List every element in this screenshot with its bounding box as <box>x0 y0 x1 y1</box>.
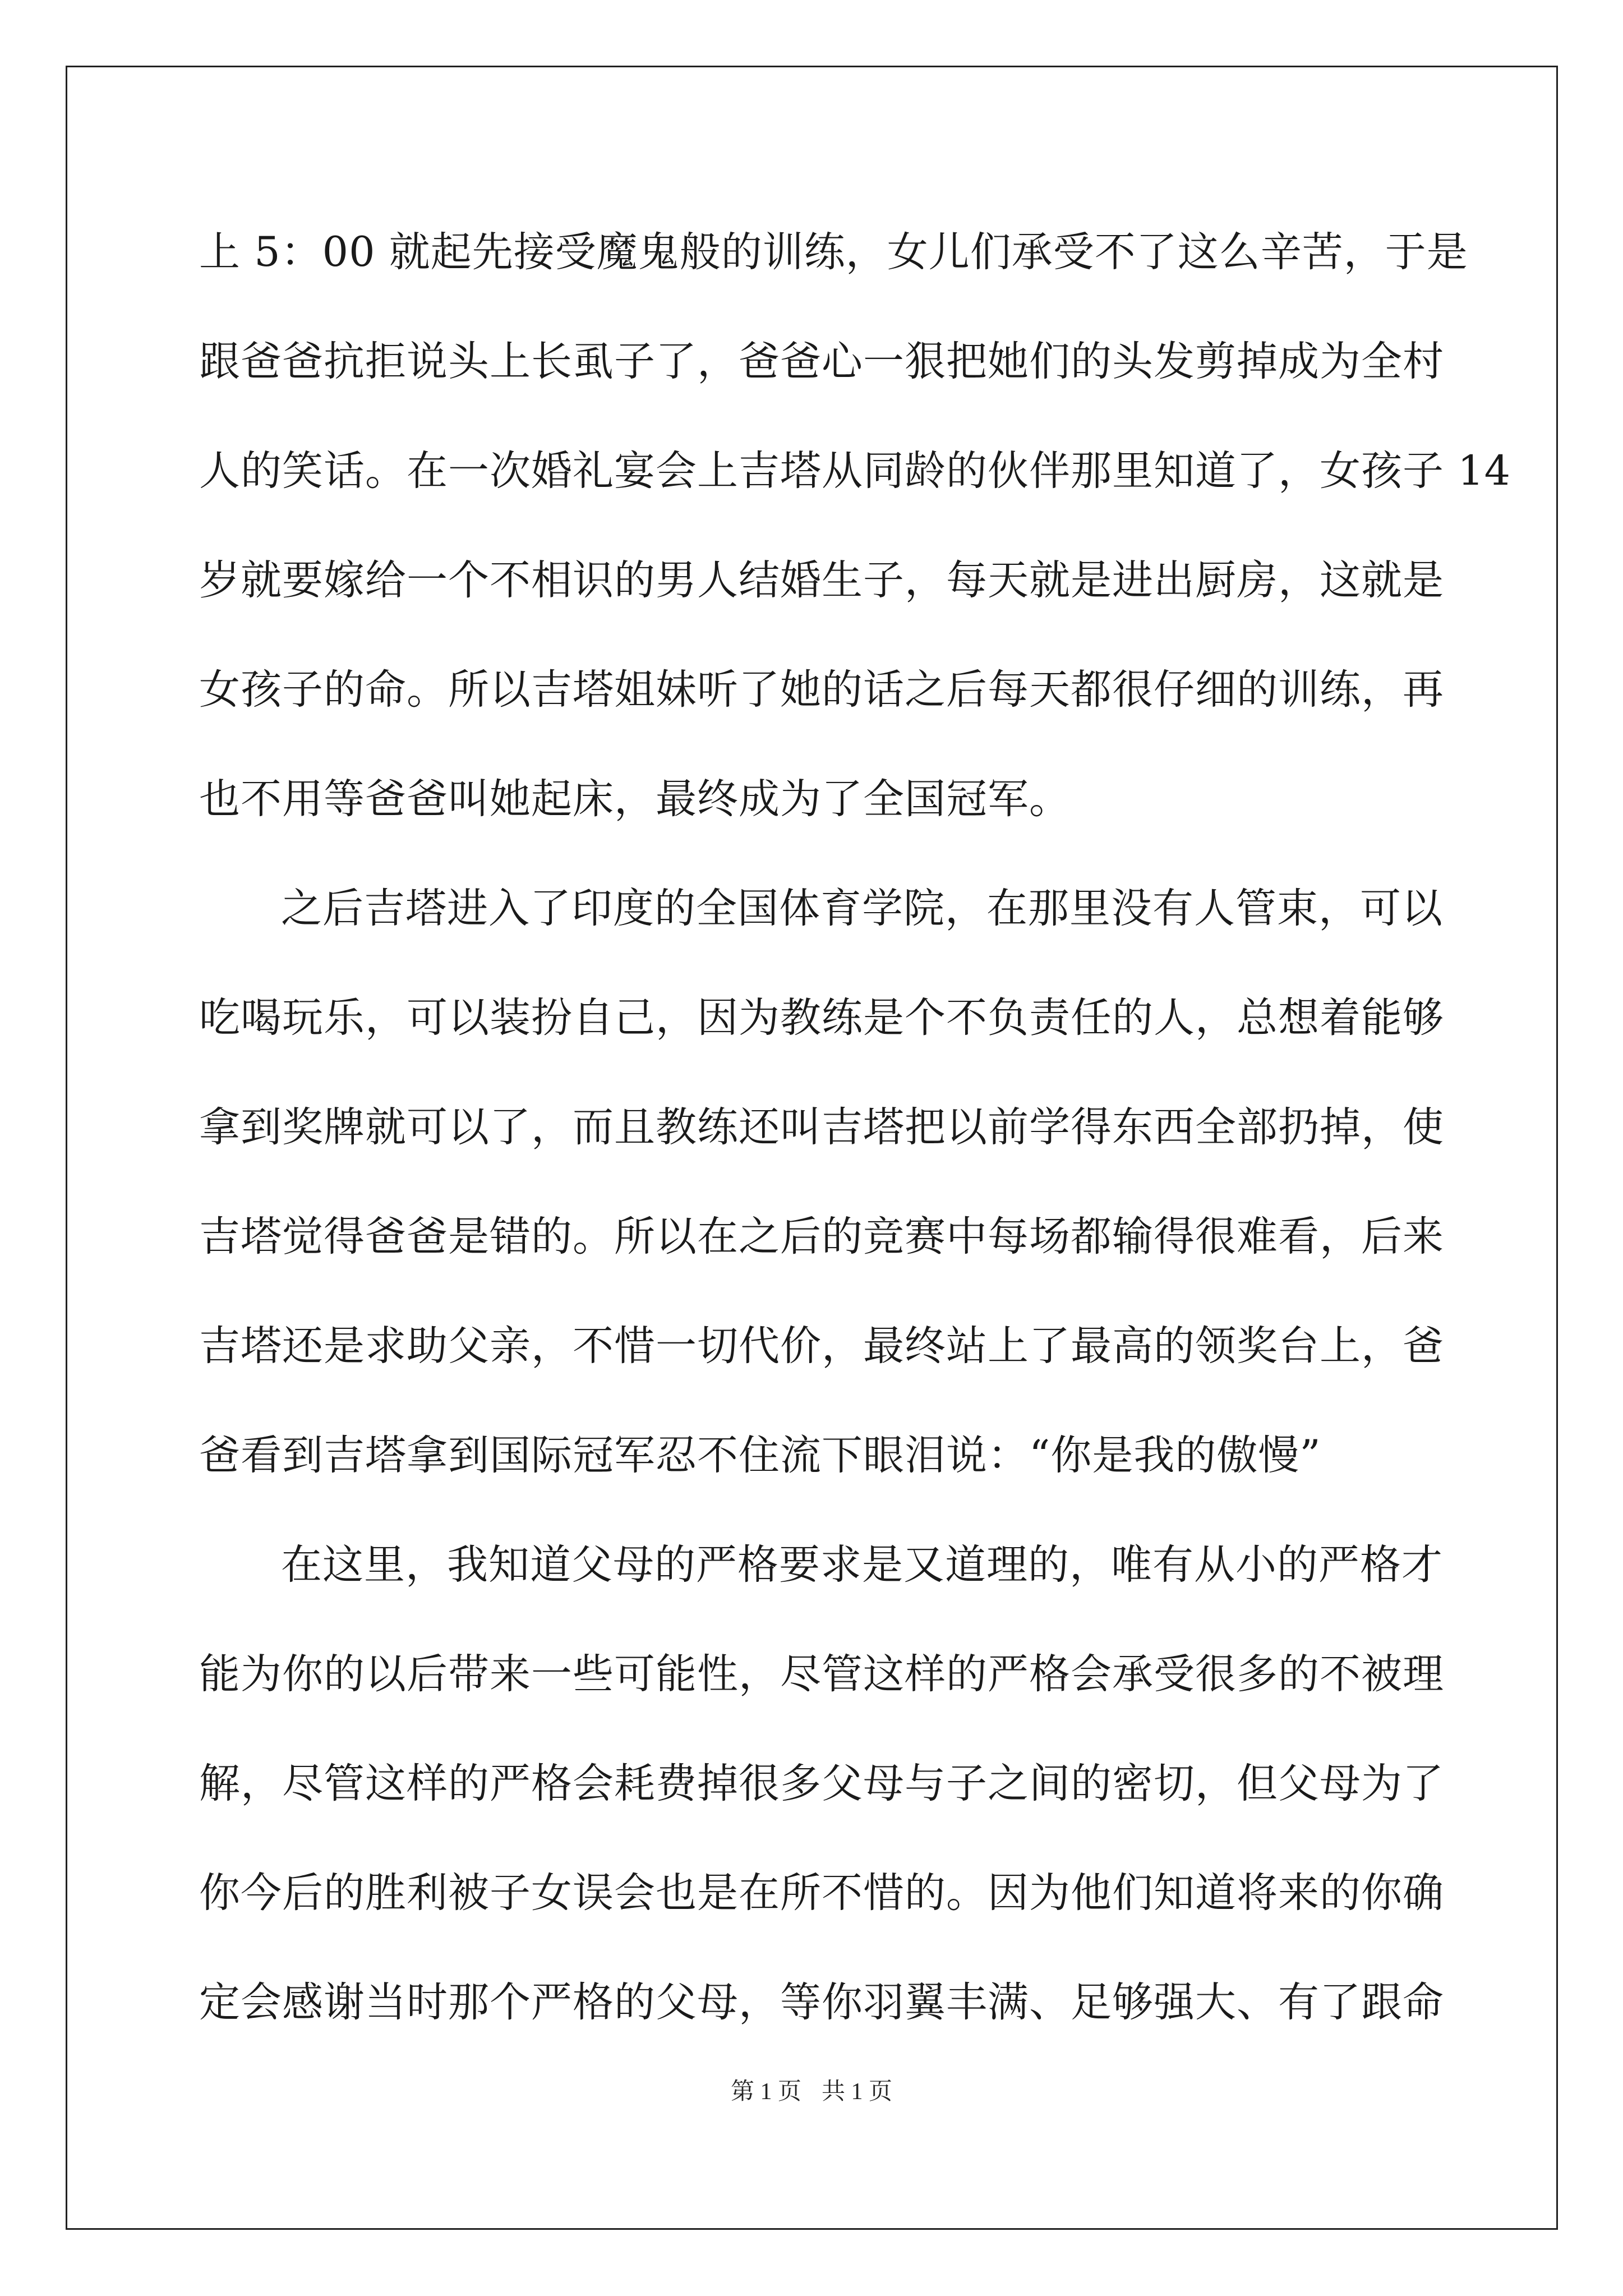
text-line: 定会感谢当时那个严格的父母，等你羽翼丰满、足够强大、有了跟命 <box>199 1978 1444 2026</box>
text-line: 跟爸爸抗拒说头上长虱子了，爸爸心一狠把她们的头发剪掉成为全村 <box>199 338 1444 385</box>
text-line: 你今后的胜利被子女误会也是在所不惜的。因为他们知道将来的你确 <box>199 1869 1444 1917</box>
text-line: 解，尽管这样的严格会耗费掉很多父母与子之间的密切，但父母为了 <box>199 1760 1444 1807</box>
page-footer <box>0 2073 1623 2106</box>
page-total: 共 1 页 <box>822 2079 893 2105</box>
text-line: 人的笑话。在一次婚礼宴会上吉塔从同龄的伙伴那里知道了，女孩子 14 <box>199 447 1511 495</box>
paragraph-start-line: 在这里，我知道父母的严格要求是又道理的，唯有从小的严格才 <box>281 1541 1443 1589</box>
text-line: 爸看到吉塔拿到国际冠军忍不住流下眼泪说：“你是我的傲慢” <box>199 1432 1321 1479</box>
text-line: 岁就要嫁给一个不相识的男人结婚生子，每天就是进出厨房，这就是 <box>199 556 1444 604</box>
text-line: 也不用等爸爸叫她起床，最终成为了全国冠军。 <box>199 775 1071 823</box>
text-line: 上 5：00 就起先接受魔鬼般的训练，女儿们承受不了这么辛苦，于是 <box>199 228 1468 276</box>
text-line: 女孩子的命。所以吉塔姐妹听了她的话之后每天都很仔细的训练，再 <box>199 666 1444 714</box>
text-line: 吉塔还是求助父亲，不惜一切代价，最终站上了最高的领奖台上，爸 <box>199 1322 1444 1370</box>
text-line: 吃喝玩乐，可以装扮自己，因为教练是个不负责任的人，总想着能够 <box>199 994 1444 1042</box>
text-line: 拿到奖牌就可以了，而且教练还叫吉塔把以前学得东西全部扔掉，使 <box>199 1103 1444 1151</box>
paragraph-start-line: 之后吉塔进入了印度的全国体育学院，在那里没有人管束，可以 <box>281 885 1443 932</box>
text-line: 吉塔觉得爸爸是错的。所以在之后的竞赛中每场都输得很难看，后来 <box>199 1213 1444 1260</box>
text-line: 能为你的以后带来一些可能性，尽管这样的严格会承受很多的不被理 <box>199 1650 1444 1698</box>
page-number: 第 1 页 <box>730 2079 801 2105</box>
